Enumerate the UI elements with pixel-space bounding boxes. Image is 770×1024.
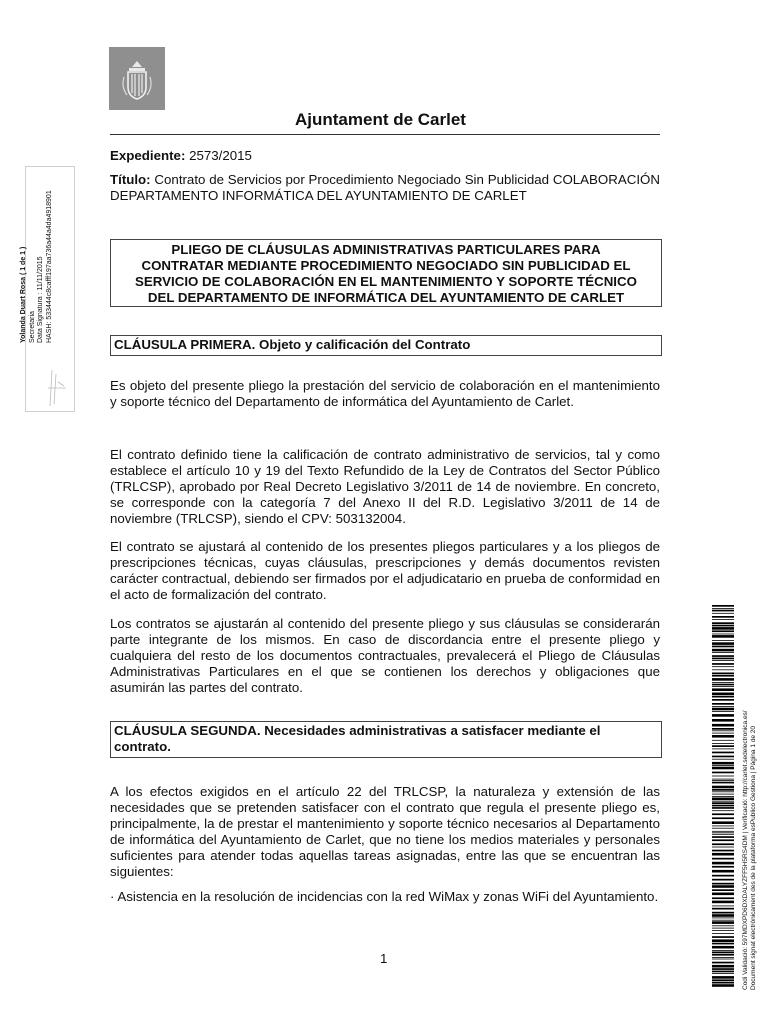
clause-1-paragraph: El contrato definido tiene la calificación de contrato administrativo de servicios, tal y como establece el artículo 10 y 19 del Texto Refundido de la Ley de Contratos del Sector Público (TRLCSP), aprobado por Real Decreto Legislativo 3/2011 de 14 de noviembre. En concreto, se corresponde con la categoría 7 del Anexo II del R.D. Legislativo 3/2011 de 14 de noviembre (TRLCSP), siendo el CPV: 503132004. (110, 447, 660, 526)
clause-1-paragraph: El contrato se ajustará al contenido de los presentes pliegos particulares y a los pliegos de prescripciones técnicas, cuyas cláusulas, prescripciones y demás documentos revisten carácter contractual, debiendo ser firmados por el adjudicatario en prueba de conformidad en el acto de formalización del contrato. (110, 539, 660, 602)
signature-scribble (44, 368, 70, 408)
signature-hash: HASH: 533444c8cafff197aa736a44a4da4918901 (45, 190, 53, 343)
clause-1-paragraph: Los contratos se ajustarán al contenido del presente pliego y sus cláusulas se considerarán parte integrante de los mismos. En caso de discordancia entre el presente pliego y cualquiera del resto de los documentos contractuales, prevalecerá el Pliego de Cláusulas Administrativas Particulares en el que se contienen los derechos y obligaciones que asumirán las partes del contrato. (110, 616, 660, 695)
main-title-line: PLIEGO DE CLÁUSULAS ADMINISTRATIVAS PARTICULARES PARA (171, 242, 601, 257)
clause-1-heading: CLÁUSULA PRIMERA. Objeto y calificación del Contrato (110, 335, 662, 356)
clause-2-paragraph: A los efectos exigidos en el artículo 22 del TRLCSP, la naturaleza y extensión de las necesidades que se pretenden satisfacer con el contrato que regula el presente pliego es, principalmente, la de prestar el mantenimiento y soporte técnico necesarios al Departamento de informática del Ayuntamiento de Carlet, que no tiene los medios materiales y personales suficientes para atender todas aquellas tareas asignadas, entre las que se encuentran las siguientes: (110, 784, 660, 879)
signature-info (20, 190, 54, 343)
barcode (712, 605, 734, 987)
coat-of-arms-logo (109, 47, 165, 110)
titulo-value: Contrato de Servicios por Procedimiento Negociado Sin Publicidad COLABORACIÓN DEPARTAMENTO INFORMÁTICA DEL AYUNTAMIENTO DE CARLET (110, 172, 660, 203)
main-title-line: SERVICIO DE COLABORACIÓN EN EL MANTENIMIENTO Y SOPORTE TÉCNICO (135, 274, 637, 289)
signer-name: Yolanda Duart Rosa ( 1 de 1 ) (20, 246, 27, 343)
expediente-label: Expediente: (110, 148, 186, 163)
expediente-line (110, 148, 660, 164)
page-number: 1 (380, 951, 388, 966)
main-title-line: DEL DEPARTAMENTO DE INFORMÁTICA DEL AYUNTAMIENTO DE CARLET (147, 290, 625, 305)
clause-2-heading: CLÁUSULA SEGUNDA. Necesidades administrativas a satisfacer mediante el contrato. (110, 721, 662, 758)
expediente-value: 2573/2015 (189, 148, 252, 163)
main-title-line: CONTRATAR MEDIANTE PROCEDIMIENTO NEGOCIADO SIN PUBLICIDAD EL (141, 258, 631, 273)
validation-platform: Document signat electrònicament des de la plataforma esPublico Gestiona | Pàgina 1 de 20 (750, 725, 757, 990)
signature-date: Data Signatura : 11/11/2015 (37, 256, 44, 343)
clause-1-paragraph: Es objeto del presente pliego la prestación del servicio de colaboración en el mantenimiento y soporte técnico del Departamento de informática del Ayuntamiento de Carlet. (110, 378, 660, 409)
validation-info (742, 710, 758, 990)
titulo-line (110, 172, 660, 204)
header-divider (110, 134, 660, 135)
validation-code: Codi Validació: 597MDXPD6DXDALYZFF5H5RS4DM | Verificació: http://carlet.sedelectronica.es/ (742, 710, 749, 990)
header-title: Ajuntament de Carlet (295, 110, 466, 129)
signer-role: Secretaria (28, 311, 36, 343)
main-title-box (110, 239, 662, 307)
titulo-label: Título: (110, 172, 151, 187)
document-meta (110, 148, 660, 204)
clause-2-bullet: · Asistencia en la resolución de incidencias con la red WiMax y zonas WiFi del Ayuntamiento. (110, 889, 659, 904)
